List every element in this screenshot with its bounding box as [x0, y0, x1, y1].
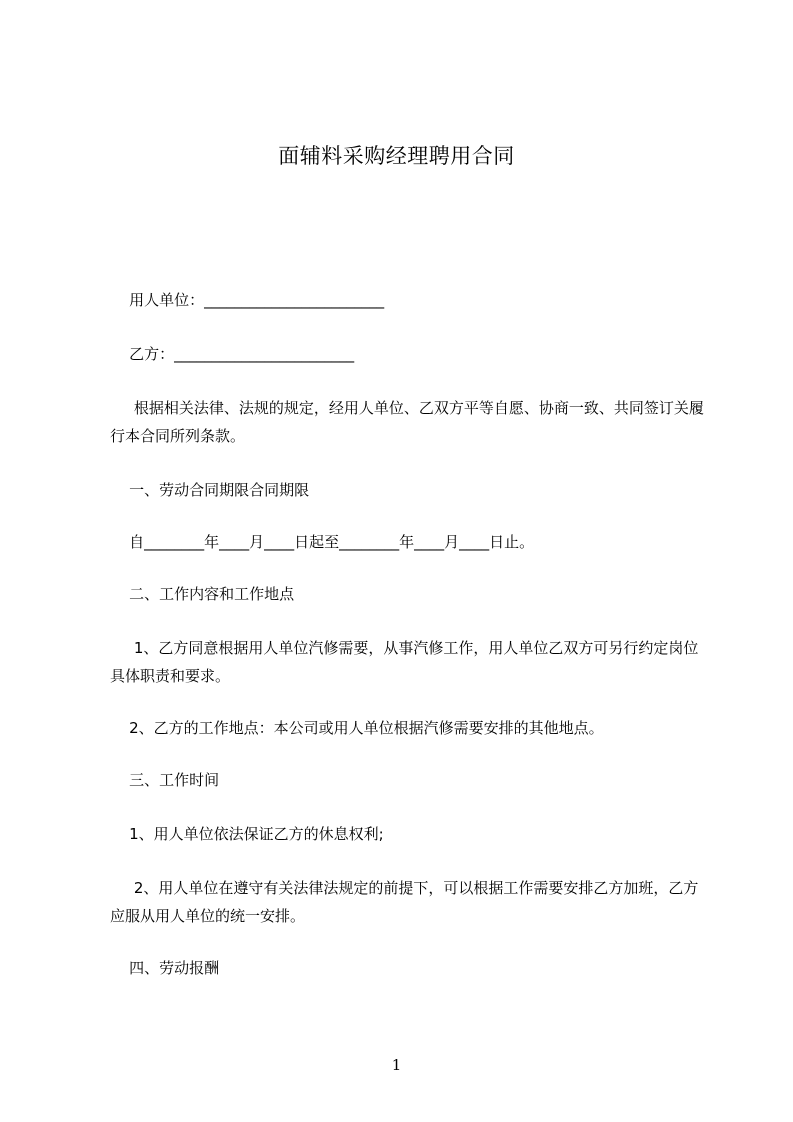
- work-time-clause-2: 2、用人单位在遵守有关法律法规定的前提下，可以根据工作需要安排乙方加班，乙方应服从用人单位的统一安排。: [110, 879, 699, 925]
- preamble-paragraph: 根据相关法律、法规的规定，经用人单位、乙双方平等自愿、协商一致、共同签订关履行本合同所列条款。: [110, 399, 704, 445]
- section-heading-work-time: 三、工作时间: [110, 771, 220, 789]
- party-b-line: 乙方：________________________: [110, 345, 355, 363]
- work-time-clause-1: 1、用人单位依法保证乙方的休息权利;: [110, 825, 384, 843]
- page-number: 1: [391, 1056, 402, 1074]
- section-heading-remuneration: 四、劳动报酬: [110, 959, 220, 977]
- document-title: 面辅料采购经理聘用合同: [278, 144, 515, 168]
- term-dates-line: 自________年____月____日起至________年____月____日止。: [110, 533, 535, 551]
- section-heading-work-content: 二、工作内容和工作地点: [110, 585, 295, 603]
- employer-line: 用人单位：________________________: [110, 291, 385, 309]
- section-heading-term: 一、劳动合同期限合同期限: [110, 481, 310, 499]
- work-content-clause-1: 1、乙方同意根据用人单位汽修需要，从事汽修工作，用人单位乙双方可另行约定岗位具体职责和要求。: [110, 639, 699, 685]
- work-content-clause-2: 2、乙方的工作地点：本公司或用人单位根据汽修需要安排的其他地点。: [110, 719, 604, 737]
